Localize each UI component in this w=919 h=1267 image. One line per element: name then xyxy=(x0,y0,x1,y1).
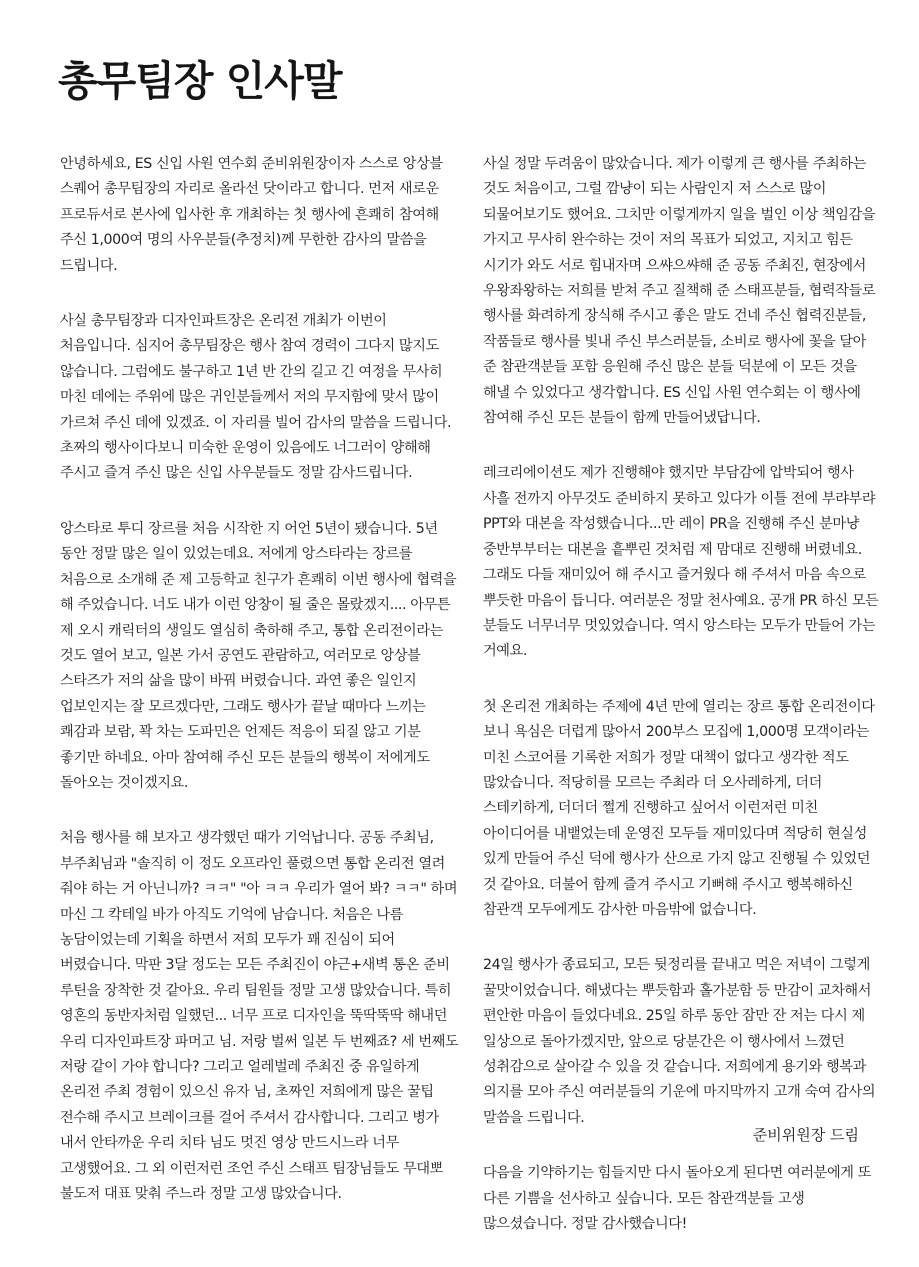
paragraph: 첫 온리전 개최하는 주제에 4년 만에 열리는 장르 통합 온리전이다 보니 욕심은 더럽게 많아서 200부스 모집에 1,000명 모객이라는 미친 스코어를 기록한 저희가 정말 대책이 없다고 생각한 적도 많았습니다. 적당히를 모르는 주최라 더 오사레하게, 더더 스테키하게, 더더더 쩔게 진행하고 싶어서 이런저런 미친 아이디어를 내뱉었는데 운영진 모두들 재미있다며 적당히 현실성 있게 만들어 주신 덕에 행사가 산으로 가지 않고 진행될 수 있었던 것 같아요. 더불어 함께 즐겨 주시고 기뻐해 주시고 행복해하신 참관객 모두에게도 감사한 마음밖에 없습니다. xyxy=(483,698,875,918)
page-title: 총무팀장 인사말 xyxy=(58,57,342,105)
signature: 준비위원장 드림 xyxy=(752,1126,859,1144)
paragraph: 사실 정말 두려움이 많았습니다. 제가 이렇게 큰 행사를 주최하는 것도 처음이고, 그럴 깜냥이 되는 사람인지 저 스스로 많이 되물어보기도 했어요. 그치만 이렇게까지 일을 벌인 이상 책임감을 가지고 무사히 완수하는 것이 저의 목표가 되었고, 지치고 힘든 시기가 와도 서로 힘내자며 으쌰으쌰해 준 공동 주최진, 현장에서 우왕좌왕하는 저희를 받쳐 주고 질책해 준 스태프분들, 협력작들로 행사를 화려하게 장식해 주시고 좋은 말도 건네 주신 협력진분들, 작품들로 행사를 빛내 주신 부스러분들, 소비로 행사에 꽃을 달아 준 참관객분들 포함 응원해 주신 많은 분들 덕분에 이 모든 것을 해낼 수 있었다고 생각합니다. ES 신입 사원 연수회는 이 행사에 참여해 주신 모든 분들이 함께 만들어냈답니다. xyxy=(483,156,876,427)
paragraph: 다음을 기약하기는 힘들지만 다시 돌아오게 된다면 여러분에게 또 다른 기쁨을 선사하고 싶습니다. 모든 참관객분들 고생 많으셨습니다. 정말 감사했습니다! xyxy=(483,1165,872,1233)
paragraph: 24일 행사가 종료되고, 모든 뒷정리를 끝내고 먹은 저녁이 그렇게 꿀맛이었습니다. 해냈다는 뿌듯함과 홀가분함 등 만감이 교차해서 편안한 마음이 들었다네요. 25일 하루 동안 잠만 잔 저는 다시 제 일상으로 돌아가겠지만, 앞으로 당분간은 이 행사에서 느꼈던 성취감으로 살아갈 수 있을 것 같습니다. 저희에게 용기와 행복과 의지를 모아 주신 여러분들의 기운에 마지막까지 고개 숙여 감사의 말씀을 드립니다. xyxy=(483,957,876,1126)
paragraph: 처음 행사를 해 보자고 생각했던 때가 기억납니다. 공동 주최님, 부주최님과 "솔직히 이 정도 오프라인 풀렸으면 통합 온리전 열려 줘야 하는 거 아닌니까? ㅋㅋ" "아 ㅋㅋ 우리가 열어 봐? ㅋㅋ" 하며 마신 그 칵테일 바가 아직도 기억에 남습니다. 처음은 나름 농담이었는데 기획을 하면서 저희 모두가 꽤 진심이 되어 버렸습니다. 막판 3달 정도는 모든 주최진이 야근+새벽 통온 준비 루틴을 장착한 것 같아요. 우리 팀원들 정말 고생 많았습니다. 특히 영혼의 동반자처럼 일했던... 너무 프로 디자인을 뚝딱뚝딱 해내던 우리 디자인파트장 파머고 님. 저랑 벌써 일본 두 번째죠? 세 번째도 저랑 같이 가야 합니다? 그리고 얼레벌레 주최진 중 유일하게 온리전 주최 경험이 있으신 유자 님, 초짜인 저희에게 많은 꿀팁 전수해 주시고 브레이크를 걸어 주셔서 감사합니다. 그리고 병가 내서 안타까운 우리 치타 님도 멋진 영상 만드시느라 너무 고생했어요. 그 외 이런저런 조언 주신 스태프 팀장님들도 무대뽀 불도저 대표 맞춰 주느라 정말 고생 많았습니다. xyxy=(60,830,459,1203)
right-column xyxy=(483,152,883,1267)
left-column xyxy=(60,152,460,1237)
paragraph: 사실 총무팀장과 디자인파트장은 온리전 개최가 이번이 처음입니다. 심지어 총무팀장은 행사 참여 경력이 그다지 많지도 않습니다. 그럼에도 불구하고 1년 반 간의 길고 긴 여정을 무사히 마친 데에는 주위에 많은 귀인분들께서 저의 무지함에 맞서 많이 가르쳐 주신 데에 있겠죠. 이 자리를 빌어 감사의 말씀을 드립니다. 초짜의 행사이다보니 미숙한 운영이 있음에도 너그러이 양해해 주시고 즐겨 주신 많은 신입 사우분들도 정말 감사드립니다. xyxy=(60,313,452,482)
paragraph: 안녕하세요, ES 신입 사원 연수회 준비위원장이자 스스로 앙상블 스퀘어 총무팀장의 자리로 올라선 닷이라고 합니다. 먼저 새로운 프로듀서로 본사에 입사한 후 개최하는 첫 행사에 흔쾌히 참여해 주신 1,000여 명의 사우분들(추정치)께 무한한 감사의 말씀을 드립니다. xyxy=(60,156,443,274)
paragraph: 레크리에이션도 제가 진행해야 했지만 부담감에 압박되어 행사 사흘 전까지 아무것도 준비하지 못하고 있다가 이틀 전에 부랴부랴 PPT와 대본을 작성했습니다...만 레이 PR을 진행해 주신 분마냥 중반부부터는 대본을 흩뿌린 것처럼 제 맘대로 진행해 버렸네요. 그래도 다들 재미있어 해 주시고 즐거웠다 해 주셔서 마음 속으로 뿌듯한 마음이 듭니다. 여러분은 정말 천사예요. 공개 PR 하신 모든 분들도 너무너무 멋있었습니다. 역시 앙스타는 모두가 만들어 가는 거예요. xyxy=(483,465,879,660)
paragraph: 앙스타로 투디 장르를 처음 시작한 지 어언 5년이 됐습니다. 5년 동안 정말 많은 일이 있었는데요. 저에게 앙스타라는 장르를 처음으로 소개해 준 제 고등학교 친구가 흔쾌히 이번 행사에 협력을 해 주었습니다. 너도 내가 이런 앙창이 될 줄은 몰랐겠지.... 아무튼 제 오시 캐릭터의 생일도 열심히 축하해 주고, 통합 온리전이라는 것도 열어 보고, 일본 가서 공연도 관람하고, 여러모로 앙상블 스타즈가 저의 삶을 많이 바꿔 버렸습니다. 과연 좋은 일인지 업보인지는 잘 모르겠다만, 그래도 행사가 끝날 때마다 느끼는 쾌감과 보람, 꽉 차는 도파민은 언제든 적응이 되질 않고 기분 좋기만 하네요. 아마 참여해 주신 모든 분들의 행복이 저에게도 돌아오는 것이겠지요. xyxy=(60,520,457,791)
